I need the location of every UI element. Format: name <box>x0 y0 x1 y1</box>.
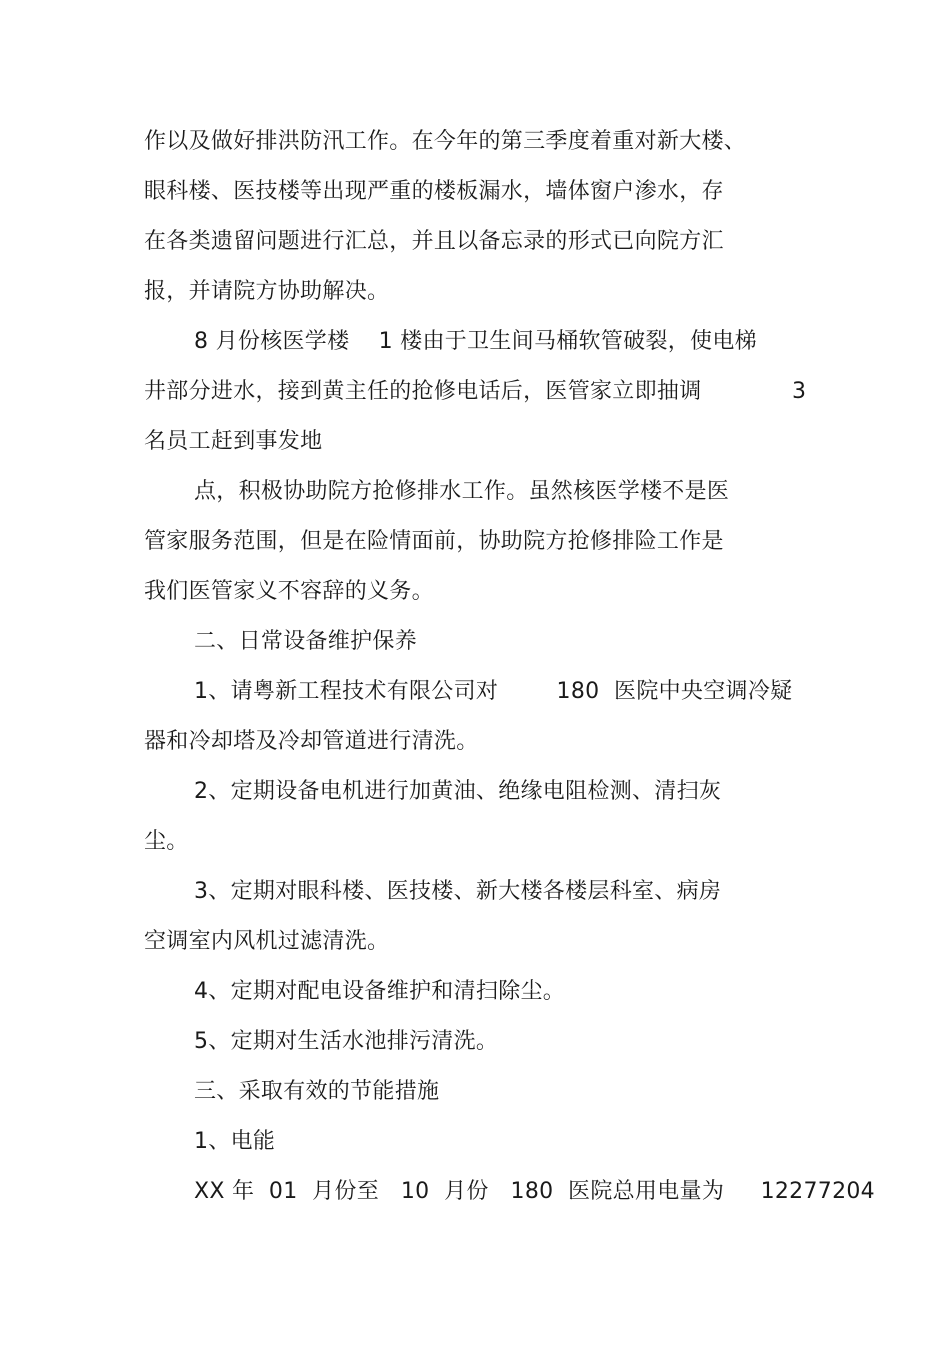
text-line: 在各类遗留问题进行汇总，并且以备忘录的形式已向院方汇 <box>144 229 724 254</box>
text-line: 井部分进水，接到黄主任的抢修电话后，医管家立即抽调 <box>144 379 702 404</box>
text-line: 4、定期对配电设备维护和清扫除尘。 <box>194 979 566 1004</box>
text-line: 2、定期设备电机进行加黄油、绝缘电阻检测、清扫灰 <box>194 779 722 804</box>
text-line: XX 年 01 月份至 10 月份 180 医院总用电量为 12277204 <box>194 1179 875 1204</box>
text-line: 8 月份核医学楼 1 楼由于卫生间马桶软管破裂，使电梯 <box>194 329 757 354</box>
text-line: 我们医管家义不容辞的义务。 <box>144 579 434 604</box>
text-line: 眼科楼、医技楼等出现严重的楼板漏水，墙体窗户渗水，存 <box>144 179 724 204</box>
text-line: 点，积极协助院方抢修排水工作。虽然核医学楼不是医 <box>194 479 730 504</box>
text-line: 报，并请院方协助解决。 <box>144 279 390 304</box>
text-line: 1、请粤新工程技术有限公司对 180 医院中央空调冷疑 <box>194 679 793 704</box>
text-line: 名员工赶到事发地 <box>144 429 323 454</box>
text-line: 5、定期对生活水池排污清洗。 <box>194 1029 499 1054</box>
section-heading: 三、采取有效的节能措施 <box>194 1079 440 1104</box>
text-line: 作以及做好排洪防汛工作。在今年的第三季度着重对新大楼、 <box>144 129 747 154</box>
text-line: 3、定期对眼科楼、医技楼、新大楼各楼层科室、病房 <box>194 879 722 904</box>
text-line: 空调室内风机过滤清洗。 <box>144 929 390 954</box>
text-line: 管家服务范围，但是在险情面前，协助院方抢修排险工作是 <box>144 529 724 554</box>
text-line: 器和冷却塔及冷却管道进行清洗。 <box>144 729 479 754</box>
text-line: 3 <box>792 379 807 404</box>
text-line: 尘。 <box>144 829 189 854</box>
section-heading: 二、日常设备维护保养 <box>194 629 418 654</box>
subsection-heading: 1、电能 <box>194 1129 276 1154</box>
